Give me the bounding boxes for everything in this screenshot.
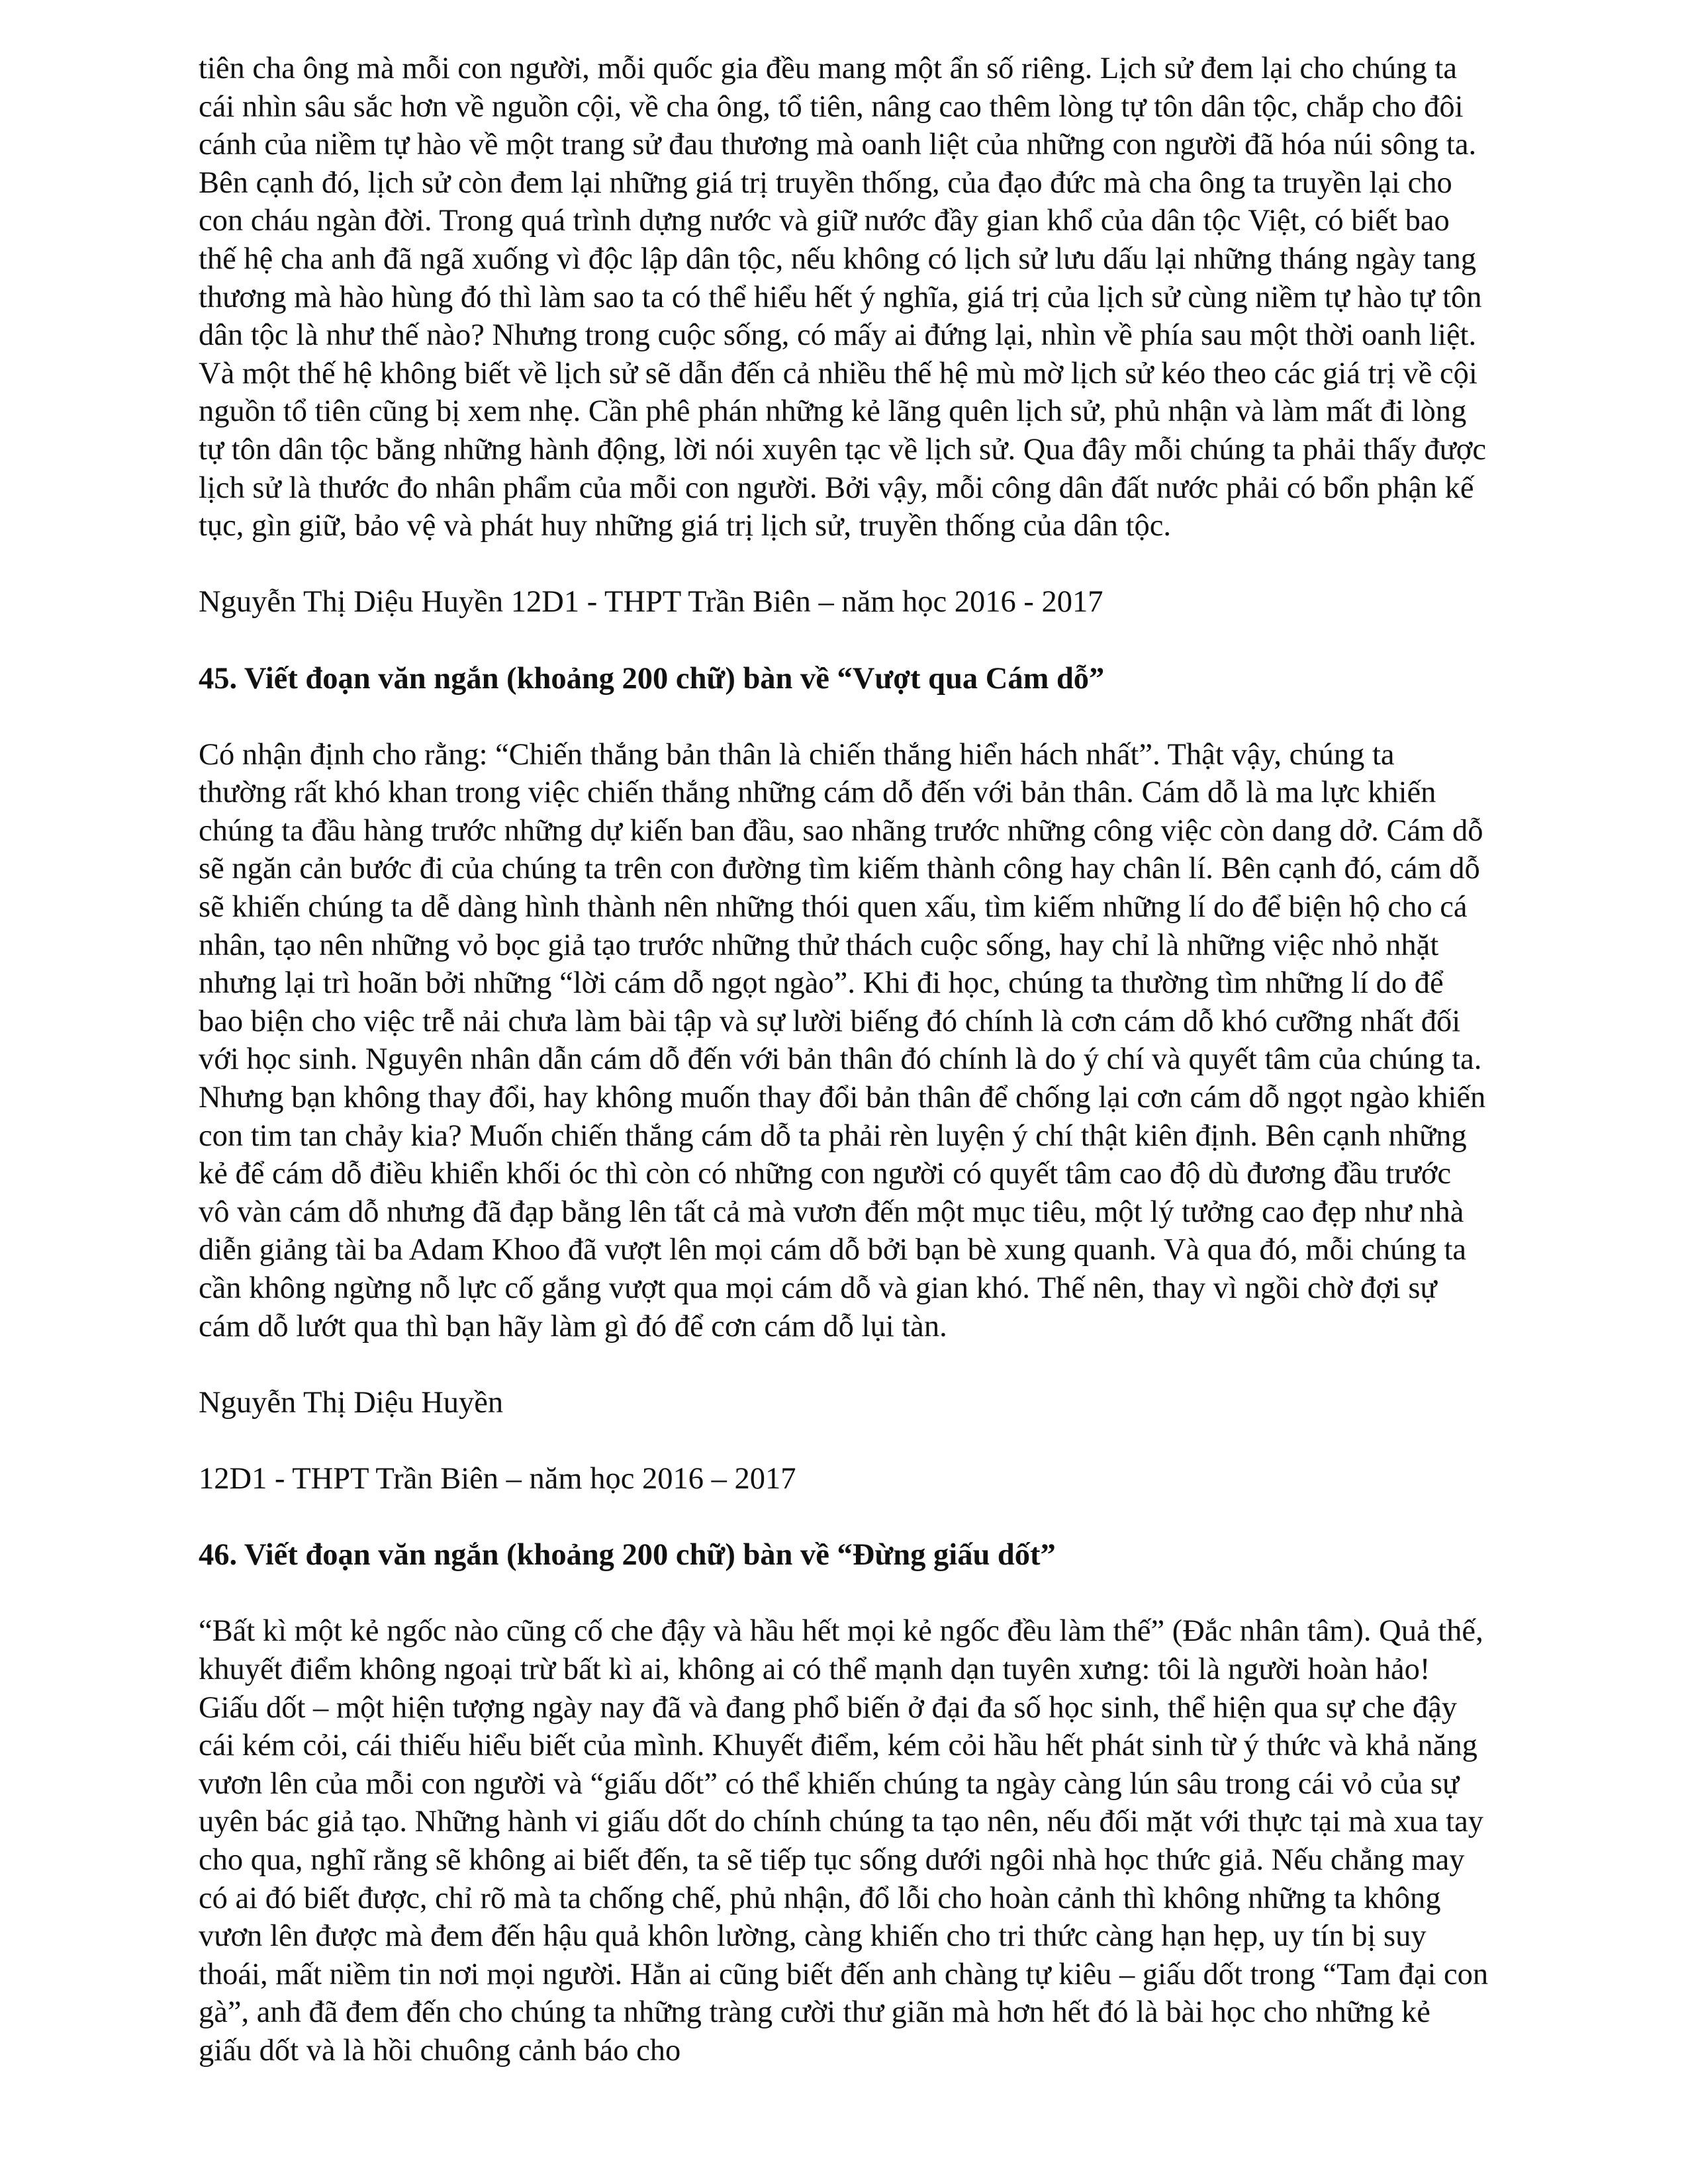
essay-paragraph-ignorance: “Bất kì một kẻ ngốc nào cũng cố che đậy và hầu hết mọi kẻ ngốc đều làm thế” (Đắc nhân tâm). Quả thế, khuyết điểm không ngoại trừ bất kì ai, không ai có thể mạnh dạn tuyên xưng: tôi là người hoàn hảo! Giấu dốt – một hiện tượng ngày nay đã và đang phổ biến ở đại đa số học sinh, thể hiện qua sự che đậy cái kém cỏi, cái thiếu hiểu biết của mình. Khuyết điểm, kém cỏi hầu hết phát sinh từ ý thức và khả năng vươn lên của mỗi con người và “giấu dốt” có thể khiến chúng ta ngày càng lún sâu trong cái vỏ của sự uyên bác giả tạo. Những hành vi giấu dốt do chính chúng ta tạo nên, nếu đối mặt với thực tại mà xua tay cho qua, nghĩ rằng sẽ không ai biết đến, ta sẽ tiếp tục sống dưới ngôi nhà học thức giả. Nếu chẳng may có ai đó biết được, chỉ rõ mà ta chống chế, phủ nhận, đổ lỗi cho hoàn cảnh thì không những ta không vươn lên được mà đem đến hậu quả khôn lường, càng khiến cho tri thức càng hạn hẹp, uy tín bị suy thoái, mất niềm tin nơi mọi người. Hẳn ai cũng biết đến anh chàng tự kiêu – giấu dốt trong “Tam đại con gà”, anh đã đem đến cho chúng ta những tràng cười thư giãn mà hơn hết đó là bài học cho những kẻ giấu dốt và là hồi chuông cảnh báo cho (199, 1614, 1489, 2068)
author-line-44: Nguyễn Thị Diệu Huyền 12D1 - THPT Trần Biên – năm học 2016 - 2017 (199, 585, 1103, 619)
essay-paragraph-history: tiên cha ông mà mỗi con người, mỗi quốc gia đều mang một ẩn số riêng. Lịch sử đem lại cho chúng ta cái nhìn sâu sắc hơn về nguồn cội, về cha ông, tổ tiên, nâng cao thêm lòng tự tôn dân tộc, chắp cho đôi cánh của niềm tự hào về một trang sử đau thương mà oanh liệt của những con người đã hóa núi sông ta. Bên cạnh đó, lịch sử còn đem lại những giá trị truyền thống, của đạo đức mà cha ông ta truyền lại cho con cháu ngàn đời. Trong quá trình dựng nước và giữ nước đầy gian khổ của dân tộc Việt, có biết bao thế hệ cha anh đã ngã xuống vì độc lập dân tộc, nếu không có lịch sử lưu dấu lại những tháng ngày tang thương mà hào hùng đó thì làm sao ta có thể hiểu hết ý nghĩa, giá trị của lịch sử cùng niềm tự hào tự tôn dân tộc là như thế nào? Nhưng trong cuộc sống, có mấy ai đứng lại, nhìn về phía sau một thời oanh liệt. Và một thế hệ không biết về lịch sử sẽ dẫn đến cả nhiều thế hệ mù mờ lịch sử kéo theo các giá trị về cội nguồn tổ tiên cũng bị xem nhẹ. Cần phê phán những kẻ lãng quên lịch sử, phủ nhận và làm mất đi lòng tự tôn dân tộc bằng những hành động, lời nói xuyên tạc về lịch sử. Qua đây mỗi chúng ta phải thấy được lịch sử là thước đo nhân phẩm của mỗi con người. Bởi vậy, mỗi công dân đất nước phải có bổn phận kế tục, gìn giữ, bảo vệ và phát huy những giá trị lịch sử, truyền thống của dân tộc. (199, 52, 1487, 543)
essay-paragraph-temptation: Có nhận định cho rằng: “Chiến thắng bản thân là chiến thắng hiển hách nhất”. Thật vậy, chúng ta thường rất khó khan trong việc chiến thắng những cám dỗ đến với bản thân. Cám dỗ là ma lực khiến chúng ta đầu hàng trước những dự kiến ban đầu, sao nhãng trước những công việc còn dang dở. Cám dỗ sẽ ngăn cản bước đi của chúng ta trên con đường tìm kiếm thành công hay chân lí. Bên cạnh đó, cám dỗ sẽ khiến chúng ta dễ dàng hình thành nên những thói quen xấu, tìm kiếm những lí do để biện hộ cho cá nhân, tạo nên những vỏ bọc giả tạo trước những thử thách cuộc sống, hay chỉ là những việc nhỏ nhặt nhưng lại trì hoãn bởi những “lời cám dỗ ngọt ngào”. Khi đi học, chúng ta thường tìm những lí do để bao biện cho việc trễ nải chưa làm bài tập và sự lười biếng đó chính là cơn cám dỗ khó cưỡng nhất đối với học sinh. Nguyên nhân dẫn cám dỗ đến với bản thân đó chính là do ý chí và quyết tâm của chúng ta. Nhưng bạn không thay đổi, hay không muốn thay đổi bản thân để chống lại cơn cám dỗ ngọt ngào khiến con tim tan chảy kia? Muốn chiến thắng cám dỗ ta phải rèn luyện ý chí thật kiên định. Bên cạnh những kẻ để cám dỗ điều khiển khối óc thì còn có những con người có quyết tâm cao độ dù đương đầu trước vô vàn cám dỗ nhưng đã đạp bằng lên tất cả mà vươn đến một mục tiêu, một lý tưởng cao đẹp như nhà diễn giảng tài ba Adam Khoo đã vượt lên mọi cám dỗ bởi bạn bè xung quanh. Và qua đó, mỗi chúng ta cần không ngừng nỗ lực cố gắng vượt qua mọi cám dỗ và gian khó. Thế nên, thay vì ngồi chờ đợi sự cám dỗ lướt qua thì bạn hãy làm gì đó để cơn cám dỗ lụi tàn. (199, 737, 1486, 1343)
heading-46: 46. Viết đoạn văn ngắn (khoảng 200 chữ) bàn về “Đừng giấu dốt” (199, 1538, 1056, 1572)
document-page (199, 50, 1489, 2070)
author-name-45: Nguyễn Thị Diệu Huyền (199, 1385, 504, 1420)
heading-45: 45. Viết đoạn văn ngắn (khoảng 200 chữ) bàn về “Vượt qua Cám dỗ” (199, 661, 1105, 696)
author-class-45: 12D1 - THPT Trần Biên – năm học 2016 – 2017 (199, 1461, 796, 1496)
